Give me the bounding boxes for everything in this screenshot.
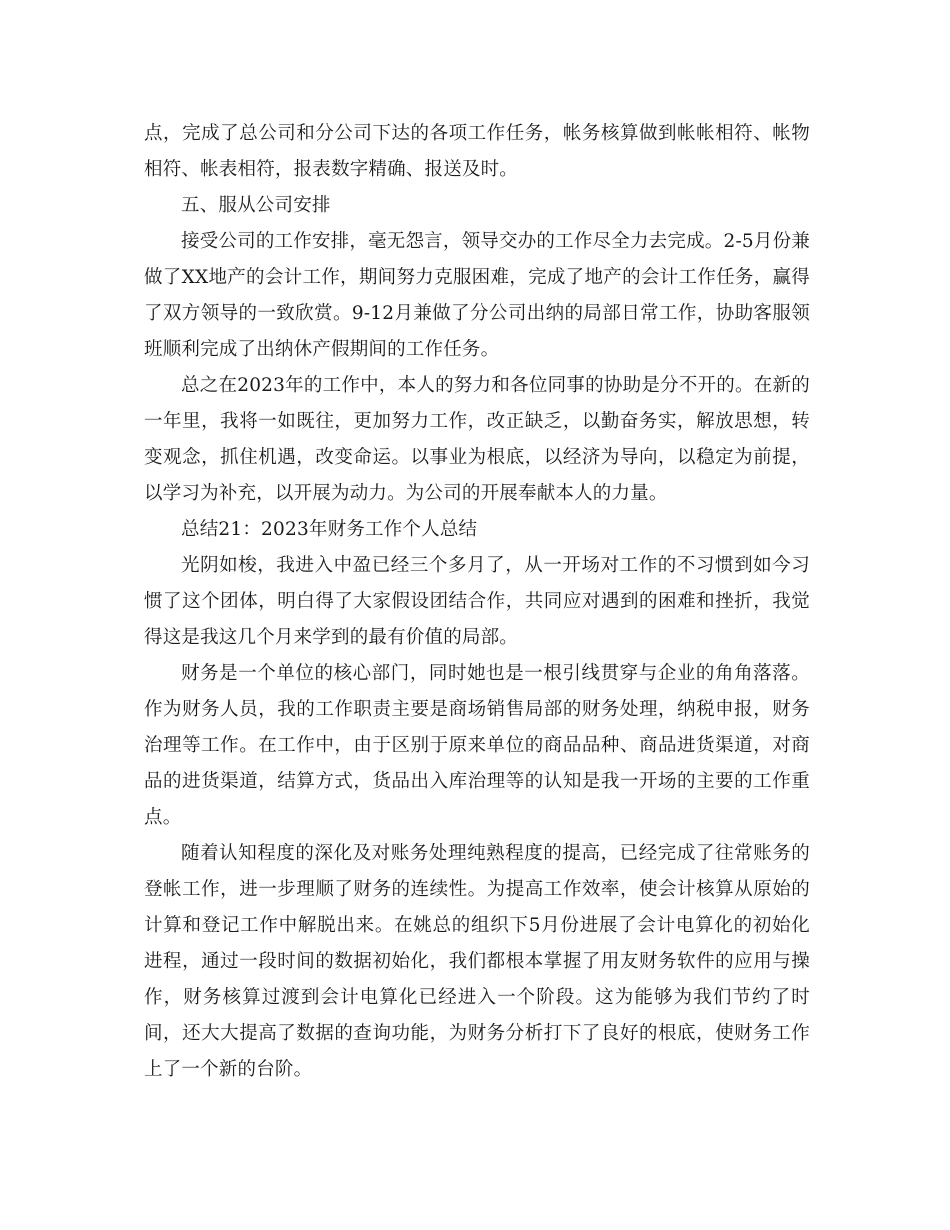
section-heading-five: 五、服从公司安排 — [181, 195, 331, 216]
paragraph-continuation: 点，完成了总公司和分公司下达的各项工作任务，帐务核算做到帐帐相符、帐物相符、帐表相符，报表数字精确、报送及时。 — [144, 123, 810, 180]
summary-title: 总结21：2023年财务工作个人总结 — [181, 519, 478, 540]
paragraph-work-arrangement: 接受公司的工作安排，毫无怨言，领导交办的工作尽全力去完成。2-5月份兼做了XX地产的会计工作，期间努力克服困难，完成了地产的会计工作任务，赢得了双方领导的一致欣赏。9-12月兼做了分公司出纳的局部日常工作，协助客服领班顺利完成了出纳休产假期间的工作任务。 — [144, 231, 810, 360]
paragraph-intro: 光阴如梭，我进入中盈已经三个多月了，从一开场对工作的不习惯到如今习惯了这个团体，明白得了大家假设团结合作，共同应对遇到的困难和挫折，我觉得这是我这几个月来学到的最有价值的局部。 — [144, 555, 810, 648]
document-body — [144, 116, 810, 1088]
paragraph-conclusion: 总之在2023年的工作中，本人的努力和各位同事的协助是分不开的。在新的一年里，我将一如既往，更加努力工作，改正缺乏，以勤奋务实，解放思想，转变观念，抓住机遇，改变命运。以事业为根底，以经济为导向，以稳定为前提，以学习为补充，以开展为动力。为公司的开展奉献本人的力量。 — [144, 375, 810, 504]
paragraph-finance-role: 财务是一个单位的核心部门，同时她也是一根引线贯穿与企业的角角落落。作为财务人员，我的工作职责主要是商场销售局部的财务处理，纳税申报，财务治理等工作。在工作中，由于区别于原来单位的商品品种、商品进货渠道，对商品的进货渠道，结算方式，货品出入库治理等的认知是我一开场的主要的工作重点。 — [144, 663, 810, 828]
paragraph-computerization: 随着认知程度的深化及对账务处理纯熟程度的提高，已经完成了往常账务的登帐工作，进一步理顺了财务的连续性。为提高工作效率，使会计核算从原始的计算和登记工作中解脱出来。在姚总的组织下5月份进展了会计电算化的初始化进程，通过一段时间的数据初始化，我们都根本掌握了用友财务软件的应用与操作，财务核算过渡到会计电算化已经进入一个阶段。这为能够为我们节约了时间，还大大提高了数据的查询功能，为财务分析打下了良好的根底，使财务工作上了一个新的台阶。 — [144, 843, 810, 1080]
